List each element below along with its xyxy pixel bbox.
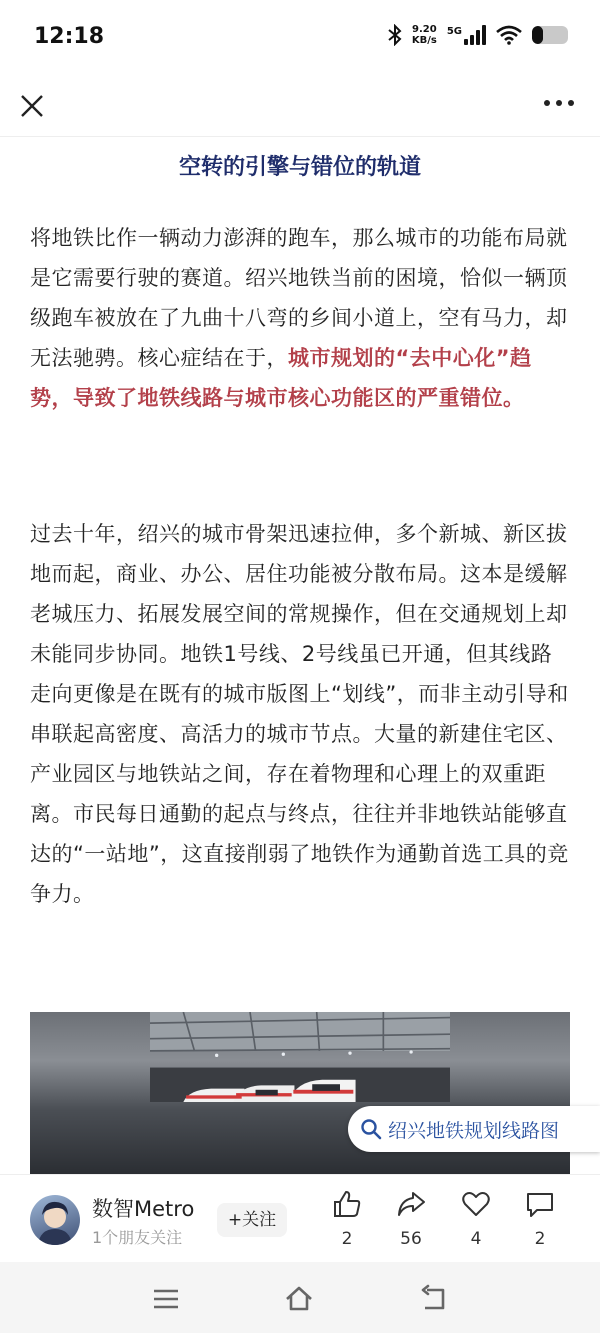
avatar[interactable] xyxy=(30,1195,80,1245)
related-search-text: 绍兴地铁规划线路图 xyxy=(388,1119,560,1142)
favorite-button[interactable] xyxy=(451,1189,501,1249)
signal-label: 5G xyxy=(446,25,462,37)
search-icon xyxy=(360,1118,382,1140)
friends-following: 1个朋友关注 xyxy=(92,1228,183,1247)
like-count: 2 xyxy=(341,1229,353,1249)
favorite-count: 4 xyxy=(470,1229,482,1249)
top-nav xyxy=(0,78,600,137)
avatar-graphic xyxy=(30,1195,80,1245)
action-bar xyxy=(0,1174,600,1263)
article-paragraph-1 xyxy=(30,218,570,418)
bluetooth-icon xyxy=(388,24,402,46)
article-paragraph-2: 过去十年，绍兴的城市骨架迅速拉伸，多个新城、新区拔地而起，商业、办公、居住功能被分散布局。这本是缓解老城压力、拓展发展空间的常规操作，但在交通规划上却未能同步协同。地铁1号线、2号线虽已开通，但其线路走向更像是在既有的城市版图上“划线”，而非主动引导和串联起高密度、高活力的城市节点。大量的新建住宅区、产业园区与地铁站之间，存在着物理和心理上的双重距离。市民每日通勤的起点与终点，往往并非地铁站能够直达的“一站地”，这直接削弱了地铁作为通勤首选工具的竞争力。 xyxy=(30,522,569,906)
heart-icon xyxy=(461,1189,491,1219)
net-speed-value: 9.20 xyxy=(411,24,437,35)
like-button[interactable] xyxy=(322,1189,372,1249)
highlight-text: 城市规划的“去中心化”趋势，导致了地铁线路与城市核心功能区的严重错位。 xyxy=(30,346,532,410)
share-count: 56 xyxy=(400,1229,422,1249)
author-name[interactable]: 数智Metro xyxy=(92,1197,195,1221)
more-icon[interactable] xyxy=(544,100,574,106)
thumbs-up-icon xyxy=(332,1189,362,1219)
related-search-pill[interactable] xyxy=(348,1106,600,1152)
net-speed-unit: KB/s xyxy=(411,35,437,46)
comment-icon xyxy=(525,1189,555,1219)
close-icon[interactable] xyxy=(18,92,46,120)
net-speed xyxy=(412,24,437,46)
battery-icon xyxy=(532,26,568,44)
menu-icon[interactable] xyxy=(151,1284,181,1314)
share-button[interactable] xyxy=(386,1189,436,1249)
wifi-icon xyxy=(496,25,522,45)
status-time: 12:18 xyxy=(34,24,105,49)
follow-button[interactable]: +关注 xyxy=(217,1203,287,1237)
article-heading: 空转的引擎与错位的轨道 xyxy=(178,155,421,180)
comment-button[interactable] xyxy=(515,1189,565,1249)
status-icons xyxy=(388,24,568,46)
back-icon[interactable] xyxy=(419,1284,449,1314)
paragraph-text: 将地铁比作一辆动力澎湃的跑车，那么城市的功能布局就是它需要行驶的赛道。绍兴地铁当前的困境，恰似一辆顶级跑车被放在了九曲十八弯的乡间小道上，空有马力，却无法驰骋。核心症结在于， xyxy=(30,226,568,370)
share-icon xyxy=(396,1189,426,1219)
system-nav-bar xyxy=(0,1262,600,1333)
status-bar xyxy=(0,0,600,78)
comment-count: 2 xyxy=(534,1229,546,1249)
home-icon[interactable] xyxy=(284,1284,314,1314)
depot-roof-graphic xyxy=(30,1012,570,1102)
signal-icon xyxy=(464,25,486,45)
